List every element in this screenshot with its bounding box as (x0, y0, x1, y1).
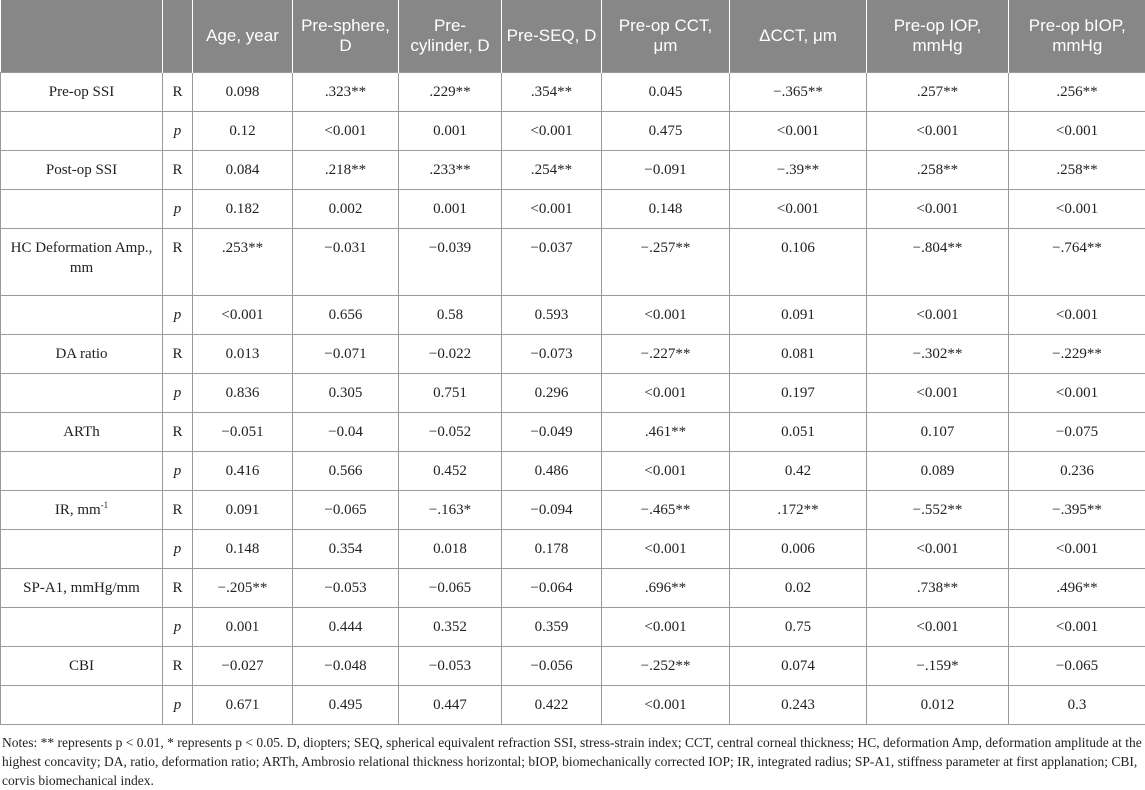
row-label (1, 491, 163, 530)
value-cell: 0.836 (193, 374, 293, 413)
value-cell: −0.056 (502, 647, 602, 686)
value-cell: .496** (1009, 569, 1145, 608)
row-label (1, 151, 163, 190)
value-cell: 0.02 (730, 569, 867, 608)
table-body (1, 73, 1145, 725)
header-pre-sphere: Pre-sphere, D (293, 0, 399, 73)
value-cell: 0.051 (730, 413, 867, 452)
row-label (1, 647, 163, 686)
table-notes: Notes: ** represents p < 0.01, * represents p < 0.05. D, diopters; SEQ, spherical equivalent refraction SSI, stress-strain index; CCT, central corneal thickness; HC, deformation Amp, deformation amplitude at the highest concavity; DA, ratio, deformation ratio; ARTh, Ambrosio relational thickness horizontal; bIOP, biomechanically corrected IOP; IR, integrated radius; SP-A1, stiffness parameter at first applanation; CBI, corvis biomechanical index. (0, 725, 1145, 790)
header-delta-cct: ΔCCT, μm (730, 0, 867, 73)
table-row (1, 190, 1145, 229)
row-label (1, 229, 163, 296)
table-row (1, 686, 1145, 725)
value-cell: 0.001 (193, 608, 293, 647)
value-cell: <0.001 (602, 374, 730, 413)
table-row (1, 112, 1145, 151)
header-pre-cylinder: Pre-cylinder, D (399, 0, 502, 73)
value-cell: −0.053 (399, 647, 502, 686)
value-cell: −.159* (867, 647, 1009, 686)
row-label (1, 452, 163, 491)
value-cell: <0.001 (1009, 296, 1145, 335)
stat-type-cell: R (163, 73, 193, 112)
value-cell: <0.001 (867, 190, 1009, 229)
value-cell: 0.3 (1009, 686, 1145, 725)
row-label-text: IR, mm (55, 502, 101, 518)
value-cell: −0.027 (193, 647, 293, 686)
value-cell: 0.243 (730, 686, 867, 725)
row-label (1, 190, 163, 229)
value-cell: .218** (293, 151, 399, 190)
value-cell: 0.12 (193, 112, 293, 151)
value-cell: <0.001 (193, 296, 293, 335)
value-cell: 0.42 (730, 452, 867, 491)
header-pre-op-biop: Pre-op bIOP, mmHg (1009, 0, 1145, 73)
value-cell: −0.065 (293, 491, 399, 530)
row-label (1, 335, 163, 374)
stat-type-cell: p (163, 374, 193, 413)
value-cell: 0.106 (730, 229, 867, 296)
value-cell: 0.352 (399, 608, 502, 647)
value-cell: −0.031 (293, 229, 399, 296)
value-cell: <0.001 (867, 608, 1009, 647)
value-cell: .253** (193, 229, 293, 296)
row-label-text: HC Deformation Amp., mm (11, 240, 153, 276)
header-pre-op-cct: Pre-op CCT, μm (602, 0, 730, 73)
value-cell: 0.197 (730, 374, 867, 413)
value-cell: 0.107 (867, 413, 1009, 452)
value-cell: .258** (867, 151, 1009, 190)
table-row (1, 569, 1145, 608)
value-cell: <0.001 (1009, 374, 1145, 413)
value-cell: 0.566 (293, 452, 399, 491)
value-cell: <0.001 (602, 608, 730, 647)
stat-type-cell: p (163, 686, 193, 725)
value-cell: .256** (1009, 73, 1145, 112)
value-cell: −0.071 (293, 335, 399, 374)
value-cell: 0.416 (193, 452, 293, 491)
value-cell: 0.475 (602, 112, 730, 151)
table-header (1, 0, 1145, 73)
row-label (1, 413, 163, 452)
value-cell: 0.001 (399, 112, 502, 151)
row-label (1, 112, 163, 151)
value-cell: −0.04 (293, 413, 399, 452)
value-cell: −0.065 (1009, 647, 1145, 686)
value-cell: .258** (1009, 151, 1145, 190)
value-cell: 0.495 (293, 686, 399, 725)
value-cell: <0.001 (867, 374, 1009, 413)
table-row (1, 151, 1145, 190)
value-cell: 0.045 (602, 73, 730, 112)
value-cell: 0.074 (730, 647, 867, 686)
value-cell: −.804** (867, 229, 1009, 296)
stat-type-cell: R (163, 229, 193, 296)
value-cell: 0.002 (293, 190, 399, 229)
value-cell: 0.084 (193, 151, 293, 190)
value-cell: −0.073 (502, 335, 602, 374)
table-row (1, 296, 1145, 335)
row-label (1, 530, 163, 569)
value-cell: 0.013 (193, 335, 293, 374)
value-cell: −.465** (602, 491, 730, 530)
value-cell: −.39** (730, 151, 867, 190)
table-row (1, 647, 1145, 686)
value-cell: .233** (399, 151, 502, 190)
value-cell: 0.148 (602, 190, 730, 229)
value-cell: 0.091 (193, 491, 293, 530)
stat-type-cell: p (163, 452, 193, 491)
value-cell: −0.039 (399, 229, 502, 296)
value-cell: 0.671 (193, 686, 293, 725)
value-cell: −.227** (602, 335, 730, 374)
row-label (1, 569, 163, 608)
table-row (1, 413, 1145, 452)
row-label (1, 686, 163, 725)
value-cell: −.205** (193, 569, 293, 608)
table-row (1, 335, 1145, 374)
value-cell: 0.75 (730, 608, 867, 647)
header-cell-1 (163, 0, 193, 73)
value-cell: −.365** (730, 73, 867, 112)
value-cell: .254** (502, 151, 602, 190)
row-label (1, 73, 163, 112)
stat-type-cell: R (163, 491, 193, 530)
value-cell: .323** (293, 73, 399, 112)
value-cell: −.229** (1009, 335, 1145, 374)
value-cell: −0.022 (399, 335, 502, 374)
value-cell: <0.001 (1009, 530, 1145, 569)
stat-type-cell: R (163, 413, 193, 452)
value-cell: 0.656 (293, 296, 399, 335)
value-cell: −0.048 (293, 647, 399, 686)
stat-type-cell: p (163, 190, 193, 229)
value-cell: <0.001 (602, 296, 730, 335)
value-cell: −.302** (867, 335, 1009, 374)
table-row (1, 491, 1145, 530)
header-pre-seq: Pre-SEQ, D (502, 0, 602, 73)
value-cell: .696** (602, 569, 730, 608)
value-cell: <0.001 (602, 686, 730, 725)
table-row (1, 530, 1145, 569)
value-cell: −.764** (1009, 229, 1145, 296)
value-cell: <0.001 (867, 530, 1009, 569)
value-cell: 0.444 (293, 608, 399, 647)
value-cell: 0.089 (867, 452, 1009, 491)
value-cell: −0.094 (502, 491, 602, 530)
value-cell: <0.001 (293, 112, 399, 151)
value-cell: 0.182 (193, 190, 293, 229)
value-cell: −0.065 (399, 569, 502, 608)
header-age: Age, year (193, 0, 293, 73)
value-cell: <0.001 (730, 190, 867, 229)
value-cell: 0.422 (502, 686, 602, 725)
value-cell: −.395** (1009, 491, 1145, 530)
value-cell: .257** (867, 73, 1009, 112)
value-cell: 0.486 (502, 452, 602, 491)
value-cell: <0.001 (1009, 112, 1145, 151)
value-cell: 0.296 (502, 374, 602, 413)
value-cell: 0.58 (399, 296, 502, 335)
stat-type-cell: R (163, 647, 193, 686)
value-cell: 0.006 (730, 530, 867, 569)
row-label (1, 608, 163, 647)
value-cell: −0.075 (1009, 413, 1145, 452)
stat-type-cell: p (163, 608, 193, 647)
value-cell: 0.359 (502, 608, 602, 647)
stat-type-cell: R (163, 569, 193, 608)
value-cell: 0.447 (399, 686, 502, 725)
table-row (1, 374, 1145, 413)
value-cell: <0.001 (602, 452, 730, 491)
value-cell: .172** (730, 491, 867, 530)
value-cell: −0.049 (502, 413, 602, 452)
value-cell: −0.091 (602, 151, 730, 190)
value-cell: <0.001 (1009, 190, 1145, 229)
row-label-text: SP-A1, mmHg/mm (23, 580, 140, 596)
row-label-text: ARTh (63, 424, 100, 440)
value-cell: 0.354 (293, 530, 399, 569)
value-cell: 0.751 (399, 374, 502, 413)
row-label-text: Post-op SSI (46, 162, 117, 178)
value-cell: −0.051 (193, 413, 293, 452)
value-cell: <0.001 (730, 112, 867, 151)
stat-type-cell: p (163, 112, 193, 151)
value-cell: −.252** (602, 647, 730, 686)
value-cell: <0.001 (602, 530, 730, 569)
row-label-text: Pre-op SSI (49, 84, 114, 100)
value-cell: .738** (867, 569, 1009, 608)
value-cell: −0.064 (502, 569, 602, 608)
value-cell: <0.001 (867, 296, 1009, 335)
value-cell: 0.081 (730, 335, 867, 374)
header-cell-0 (1, 0, 163, 73)
stat-type-cell: p (163, 530, 193, 569)
stat-type-cell: p (163, 296, 193, 335)
row-label-text: DA ratio (55, 346, 107, 362)
value-cell: <0.001 (1009, 608, 1145, 647)
value-cell: 0.001 (399, 190, 502, 229)
value-cell: −.257** (602, 229, 730, 296)
table-row (1, 452, 1145, 491)
value-cell: <0.001 (502, 112, 602, 151)
value-cell: −0.053 (293, 569, 399, 608)
value-cell: .354** (502, 73, 602, 112)
header-pre-op-iop: Pre-op IOP, mmHg (867, 0, 1009, 73)
row-label-text: CBI (69, 658, 94, 674)
stat-type-cell: R (163, 335, 193, 374)
value-cell: 0.018 (399, 530, 502, 569)
value-cell: 0.091 (730, 296, 867, 335)
row-label (1, 296, 163, 335)
row-label-superscript: -1 (101, 500, 109, 510)
value-cell: .229** (399, 73, 502, 112)
value-cell: −0.052 (399, 413, 502, 452)
value-cell: −.552** (867, 491, 1009, 530)
table-row (1, 73, 1145, 112)
value-cell: <0.001 (502, 190, 602, 229)
value-cell: 0.305 (293, 374, 399, 413)
value-cell: 0.236 (1009, 452, 1145, 491)
value-cell: 0.148 (193, 530, 293, 569)
value-cell: 0.098 (193, 73, 293, 112)
row-label (1, 374, 163, 413)
value-cell: <0.001 (867, 112, 1009, 151)
value-cell: −0.037 (502, 229, 602, 296)
value-cell: .461** (602, 413, 730, 452)
header-row (1, 0, 1145, 73)
table-row (1, 608, 1145, 647)
table-row (1, 229, 1145, 296)
value-cell: 0.452 (399, 452, 502, 491)
value-cell: 0.178 (502, 530, 602, 569)
value-cell: −.163* (399, 491, 502, 530)
value-cell: 0.012 (867, 686, 1009, 725)
stat-type-cell: R (163, 151, 193, 190)
value-cell: 0.593 (502, 296, 602, 335)
